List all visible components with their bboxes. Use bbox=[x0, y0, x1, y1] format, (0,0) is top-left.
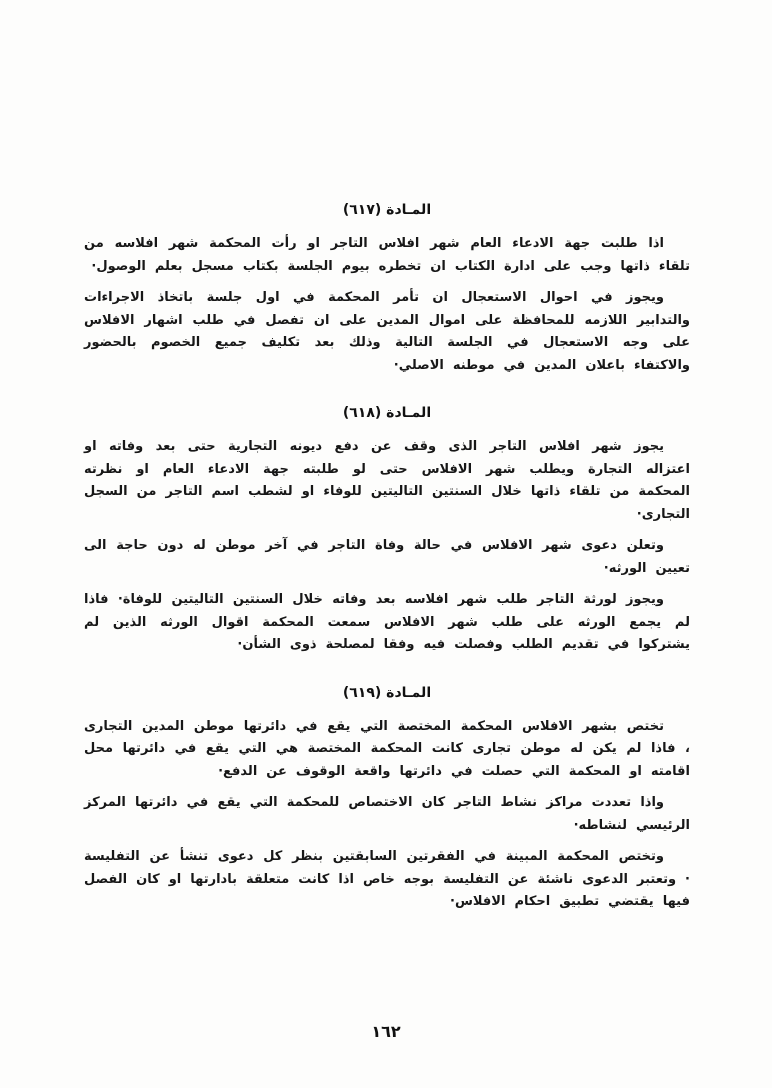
text-block bbox=[84, 202, 690, 942]
article-618-paragraph-2: وتعلن دعوى شهر الافلاس في حالة وفاة التاجر في آخر موطن له دون حاجة الى تعيين الورثه· bbox=[84, 538, 690, 576]
article-618 bbox=[84, 405, 690, 657]
article-619-paragraph-3: وتختص المحكمة المبينة في الفقرتين السابقتين بنظر كل دعوى تنشأ عن التفليسة · وتعتبر الدعوى ناشئة عن التفليسة بوجه خاص اذا كانت متعلقة بادارتها او كان الفصل فيها يقتضي تطبيق احكام الافلاس· bbox=[84, 849, 690, 909]
article-618-paragraph-3: ويجوز لورثة التاجر طلب شهر افلاسه بعد وفاته خلال السنتين التاليتين للوفاة· فاذا لم يجمع الورثه على طلب شهر الافلاس سمعت المحكمة اقوال الورثه الذين لم يشتركوا في تقديم الطلب وفصلت فيه وفقا لمصلحة ذوى الشأن· bbox=[84, 592, 690, 652]
article-617-heading: المـادة (٦١٧) bbox=[342, 202, 432, 218]
article-619 bbox=[84, 685, 690, 914]
article-618-paragraph-1: يجوز شهر افلاس التاجر الذى وقف عن دفع ديونه التجارية حتى بعد وفاته او اعتزاله التجارة ويطلب شهر الافلاس حتى لو طلبته جهة الادعاء العام او نظرته المحكمة من تلقاء ذاتها خلال السنتين التاليتين للوفاء او لشطب اسم التاجر من السجل التجارى· bbox=[84, 439, 690, 522]
article-619-heading: المـادة (٦١٩) bbox=[342, 684, 432, 701]
page-number: ١٦٢ bbox=[371, 1022, 401, 1041]
article-618-heading: المـادة (٦١٨) bbox=[342, 405, 432, 421]
article-617-paragraph-1: اذا طلبت جهة الادعاء العام شهر افلاس التاجر او رأت المحكمة شهر افلاسه من تلقاء ذاتها وجب على ادارة الكتاب ان تخطره بيوم الجلسة بكتاب مسجل بعلم الوصول· bbox=[84, 236, 690, 274]
article-619-paragraph-1: تختص بشهر الافلاس المحكمة المختصة التي يقع في دائرتها موطن المدين التجارى ، فاذا لم يكن له موطن تجارى كانت المحكمة المختصة هي التي يقع في دائرتها محل اقامته او المحكمة التي حصلت في دائرتها واقعة الوقوف عن الدفع· bbox=[84, 718, 690, 779]
article-617-paragraph-2: ويجوز في احوال الاستعجال ان تأمر المحكمة في اول جلسة باتخاذ الاجراءات والتدابير اللازمه للمحافظة على اموال المدين على ان تفصل في طلب اشهار الافلاس على وجه الاستعجال في الجلسة التالية وذلك بعد تكليف جميع الخصوم بالحضور والاكتفاء باعلان المدين في موطنه الاصلي· bbox=[84, 290, 690, 373]
article-617 bbox=[84, 202, 690, 377]
article-619-paragraph-2: واذا تعددت مراكز نشاط التاجر كان الاختصاص للمحكمة التي يقع في دائرتها المركز الرئيسي لنشاطه· bbox=[84, 795, 690, 833]
